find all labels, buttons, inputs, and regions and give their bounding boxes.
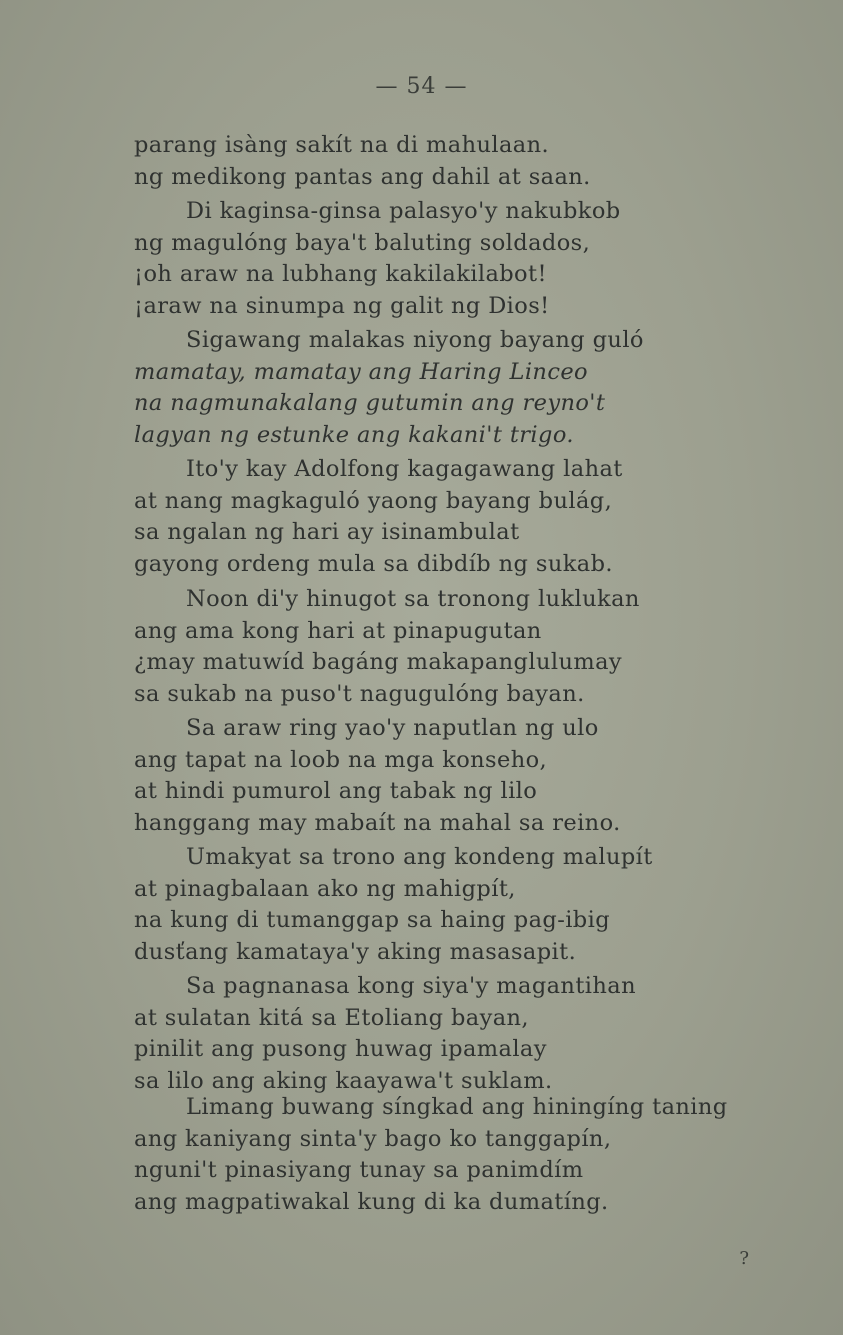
verse-line: parang isàng sakít na di mahulaan. [134, 132, 550, 158]
verse-line: pinilit ang pusong huwag ipamalay [134, 1036, 547, 1062]
stanza [134, 454, 774, 580]
verse-line: mamatay, mamatay ang Haring Linceo [134, 358, 588, 385]
stanza [134, 584, 774, 710]
verse-line: lagyan ng estunke ang kakani't trigo. [134, 421, 574, 448]
verse-line: Ito'y kay Adolfong kagagawang lahat [186, 456, 623, 482]
verse-line: ang magpatiwakal kung di ka dumatíng. [134, 1188, 609, 1215]
verse-line: ang ama kong hari at pinapugutan [134, 617, 542, 644]
verse-line: Sa pagnanasa kong siya'y magantihan [186, 973, 636, 999]
stanza [134, 1092, 774, 1218]
verse-line: Sigawang malakas niyong bayang guló [186, 327, 644, 353]
verse-line: at nang magkaguló yaong bayang bulág, [134, 487, 613, 514]
stanza [134, 842, 774, 968]
verse-line: at hindi pumurol ang tabak ng lilo [134, 778, 538, 804]
verse-line: Sa araw ring yao'y naputlan ng ulo [186, 715, 599, 741]
verse-line: na nagmunakalang gutumin ang reyno't [134, 390, 606, 416]
verse-line: na kung di tumanggap sa haing pag-ibig [134, 907, 611, 933]
verse-line: ¡oh araw na lubhang kakilakilabot! [134, 261, 547, 287]
verse-line: Limang buwang síngkad ang hiningíng taning [186, 1094, 728, 1120]
verse-line: Di kaginsa-ginsa palasyo'y nakubkob [186, 198, 621, 224]
stanza [134, 325, 774, 451]
verse-line: hanggang may mabaít na mahal sa reino. [134, 809, 621, 836]
verse-line: at sulatan kitá sa Etoliang bayan, [134, 1004, 529, 1031]
verse-line: ¿may matuwíd bagáng makapanglulumay [134, 649, 622, 675]
verse-line: at pinagbalaan ako ng mahigpít, [134, 875, 516, 902]
page-number: — 54 — [375, 74, 468, 99]
verse-line: Umakyat sa trono ang kondeng malupít [186, 844, 653, 870]
stanza [134, 196, 774, 322]
verse-line: ng medikong pantas ang dahil at saan. [134, 163, 591, 190]
stanza [134, 130, 774, 193]
margin-mark: ? [739, 1248, 749, 1269]
verse-line: sa sukab na puso't nagugulóng bayan. [134, 680, 585, 707]
verse-line: sa lilo ang aking kaayawa't suklam. [134, 1067, 553, 1094]
verse-line: Noon di'y hinugot sa tronong luklukan [186, 586, 640, 612]
verse-line: dusťang kamataya'y aking masasapit. [134, 938, 577, 965]
verse-line: ¡araw na sinumpa ng galit ng Dios! [134, 292, 550, 319]
stanza [134, 713, 774, 839]
verse-line: gayong ordeng mula sa dibdíb ng sukab. [134, 550, 613, 577]
verse-line: ang kaniyang sinta'y bago ko tanggapín, [134, 1125, 612, 1152]
stanza [134, 971, 774, 1097]
verse-line: ng magulóng baya't baluting soldados, [134, 229, 591, 256]
verse-line: ang tapat na loob na mga konseho, [134, 746, 548, 773]
verse-line: sa ngalan ng hari ay isinambulat [134, 519, 520, 545]
verse-line: nguni't pinasiyang tunay sa panimdím [134, 1157, 584, 1183]
